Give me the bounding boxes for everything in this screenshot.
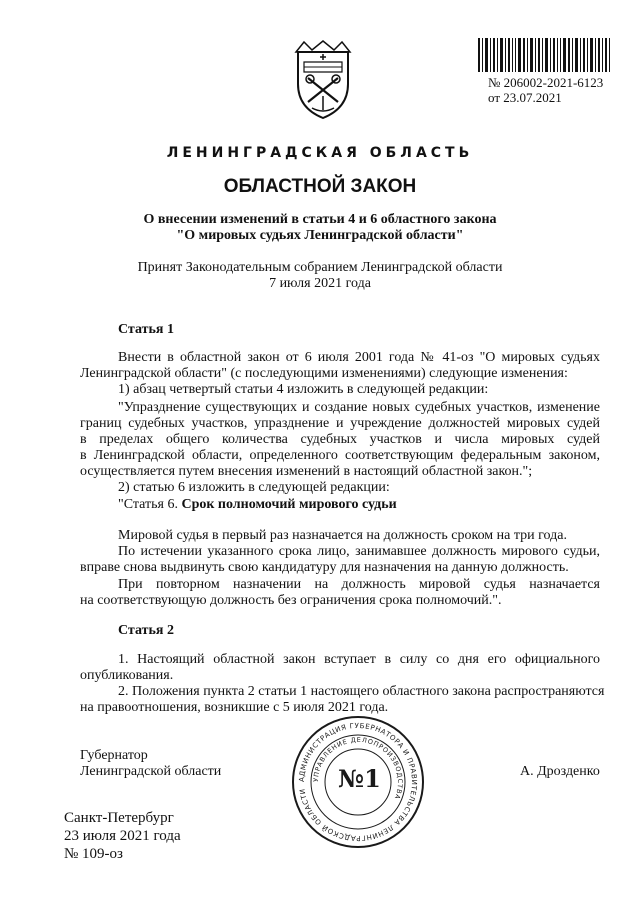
region-heading: ЛЕНИНГРАДСКАЯ ОБЛАСТЬ [166, 145, 474, 161]
registration-date: от 23.07.2021 [488, 90, 562, 105]
article-6-paragraph-1: Мировой судья в первый раз назначается на должность сроком на три года. [118, 528, 567, 543]
governor-name: А. Дрозденко [520, 764, 600, 779]
article-2-paragraph-1-line-1: 1. Настоящий областной закон вступает в силу со дня его официального [118, 652, 600, 667]
quote-line-4: в Ленинградской области, определенного соответствующим федеральным законом, [80, 448, 600, 463]
article-1-item-1: 1) абзац четвертый статьи 4 изложить в следующей редакции: [118, 382, 489, 397]
article-1-intro-line-2: Ленинградской области" (с последующими изменениями) следующие изменения: [80, 366, 568, 381]
place-of-signing: Санкт-Петербург [64, 810, 174, 826]
quote-line-2: границ судебных участков, упразднение и учреждение должностей мировых судей [80, 416, 600, 431]
svg-text:АДМИНИСТРАЦИЯ ГУБЕРНАТОРА И ПР: АДМИНИСТРАЦИЯ ГУБЕРНАТОРА И ПРАВИТЕЛЬСТВА ЛЕНИНГРАДСКОЙ ОБЛАСТИ [297, 721, 419, 843]
law-number: № 109-оз [64, 846, 123, 862]
governor-position-line-1: Губернатор [80, 748, 148, 763]
article-2-heading: Статья 2 [118, 623, 174, 638]
article-2-paragraph-2-line-2: на правоотношения, возникшие с 5 июля 2021 года. [80, 700, 389, 715]
article-6-paragraph-2-line-2: вправе снова выдвинуть свою кандидатуру для назначения на данную должность. [80, 560, 569, 575]
article-6-paragraph-3-line-1: При повторном назначении на должность мировой судья назначается [118, 577, 600, 592]
quote-line-5: осуществляется путем внесения изменений в настоящий областной закон."; [80, 464, 533, 479]
adopted-line-2: 7 июля 2021 года [269, 276, 371, 291]
stamp-number: №1 [338, 764, 381, 793]
article-1-heading: Статья 1 [118, 322, 174, 337]
article-6-paragraph-3-line-2: на соответствующую должность без ограничения срока полномочий.". [80, 593, 502, 608]
quote-line-3: в пределах общего количества судебных участков и числа мировых судей [80, 432, 600, 447]
governor-position-line-2: Ленинградской области [80, 764, 222, 779]
article-6-heading [118, 497, 397, 513]
quote-line-1: "Упразднение существующих и создание новых судебных участков, изменение [118, 400, 600, 415]
article-6-title: Срок полномочий мирового судьи [181, 497, 397, 512]
article-6-prefix: "Статья 6. [118, 497, 182, 512]
signing-date: 23 июля 2021 года [64, 828, 181, 844]
law-title-line-2: "О мировых судьях Ленинградской области" [176, 228, 464, 243]
adopted-line-1: Принят Законодательным собранием Ленинградской области [137, 260, 503, 275]
barcode [478, 38, 610, 72]
registration-number: № 206002-2021-6123 [488, 75, 604, 90]
law-title-line-1: О внесении изменений в статьи 4 и 6 областного закона [143, 212, 497, 227]
document-type-heading: ОБЛАСТНОЙ ЗАКОН [223, 176, 417, 197]
coat-of-arms-emblem [290, 40, 356, 120]
article-6-paragraph-2-line-1: По истечении указанного срока лицо, занимавшее должность мирового судьи, [118, 544, 600, 559]
article-2-paragraph-2-line-1: 2. Положения пункта 2 статьи 1 настоящего областного закона распространяются [118, 684, 605, 699]
article-1-item-2: 2) статью 6 изложить в следующей редакции: [118, 480, 390, 495]
article-1-intro-line-1: Внести в областной закон от 6 июля 2001 года № 41-оз "О мировых судьях [118, 350, 600, 365]
article-2-paragraph-1-line-2: опубликования. [80, 668, 174, 683]
svg-text:УПРАВЛЕНИЕ ДЕЛОПРОИЗВОДСТВА: УПРАВЛЕНИЕ ДЕЛОПРОИЗВОДСТВА [311, 735, 405, 801]
